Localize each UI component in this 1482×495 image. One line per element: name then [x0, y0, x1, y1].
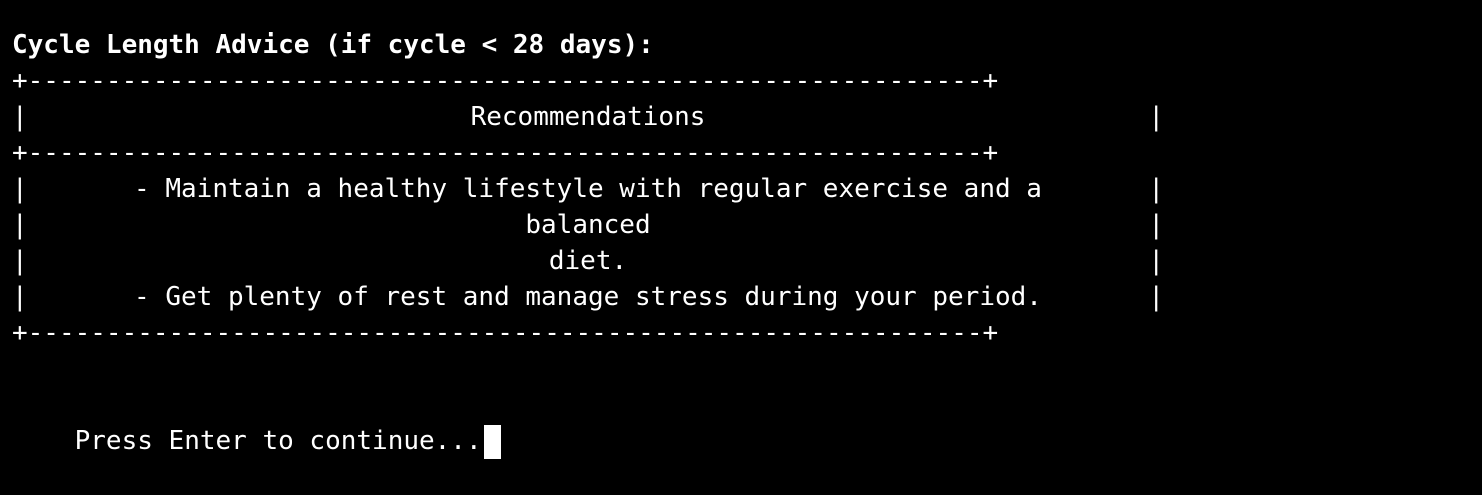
table-left-pipe: |	[12, 102, 28, 132]
continue-prompt-line[interactable]	[12, 387, 501, 456]
continue-prompt: Press Enter to continue...	[74, 426, 482, 456]
recommendation-text: diet.	[548, 246, 628, 276]
table-row	[12, 279, 1164, 315]
table-right-pipe: |	[1148, 210, 1164, 240]
table-row	[12, 171, 1164, 207]
table-right-pipe: |	[1148, 102, 1164, 132]
recommendation-text: - Maintain a healthy lifestyle with regular exercise and a	[134, 174, 1042, 204]
table-right-pipe: |	[1148, 282, 1164, 312]
table-left-pipe: |	[12, 246, 28, 276]
recommendation-text: - Get plenty of rest and manage stress during your period.	[134, 282, 1042, 312]
table-row	[12, 207, 1164, 243]
table-right-pipe: |	[1148, 246, 1164, 276]
table-left-pipe: |	[12, 210, 28, 240]
advice-heading: Cycle Length Advice (if cycle < 28 days):	[12, 30, 654, 60]
table-row	[12, 243, 1164, 279]
table-bottom-border: +-------------------------------------------------------------+	[12, 318, 999, 348]
table-header-row	[12, 99, 1164, 135]
table-left-pipe: |	[12, 282, 28, 312]
table-right-pipe: |	[1148, 174, 1164, 204]
table-left-pipe: |	[12, 174, 28, 204]
cursor-block	[484, 425, 501, 459]
table-top-border: +-------------------------------------------------------------+	[12, 66, 999, 96]
table-header: Recommendations	[470, 102, 706, 132]
recommendation-text: balanced	[525, 210, 651, 240]
table-header-border: +-------------------------------------------------------------+	[12, 138, 999, 168]
